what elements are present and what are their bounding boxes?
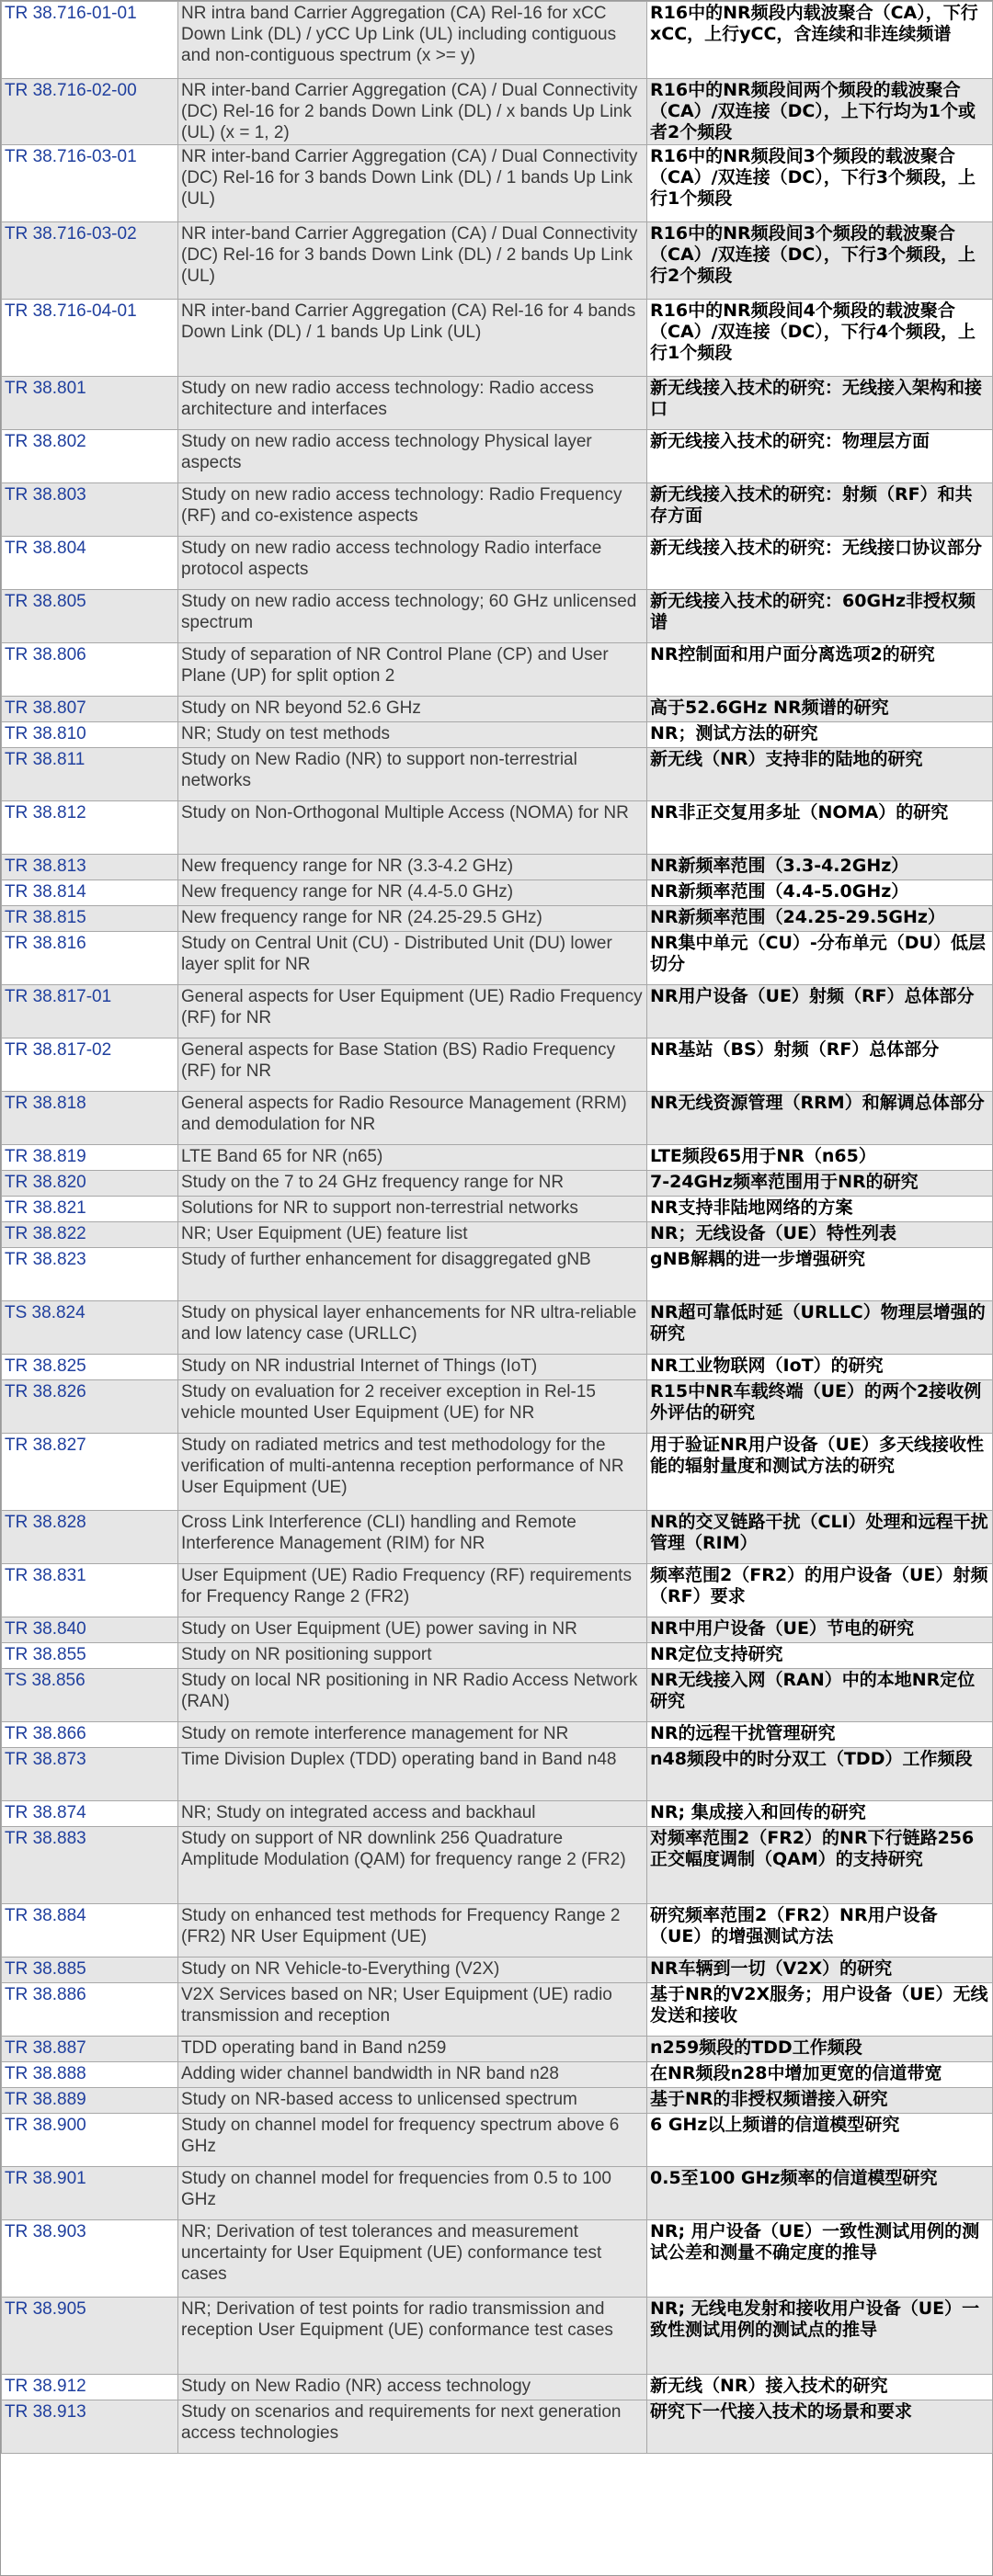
chinese-title-cell: NR车辆到一切（V2X）的研究	[647, 1958, 993, 1983]
spec-number-link[interactable]: TR 38.913	[5, 2402, 86, 2422]
chinese-title-cell: NR新频率范围（4.4-5.0GHz）	[647, 880, 993, 906]
spec-number-link[interactable]: TR 38.716-04-01	[5, 301, 137, 321]
chinese-title-cell: 基于NR的非授权频谱接入研究	[647, 2088, 993, 2114]
chinese-title-cell: NR基站（BS）射频（RF）总体部分	[647, 1038, 993, 1092]
chinese-title-cell: 新无线接入技术的研究：无线接口协议部分	[647, 537, 993, 590]
english-title-cell: Cross Link Interference (CLI) handling and Remote Interference Management (RIM) for NR	[178, 1511, 647, 1564]
spec-number-cell	[2, 1983, 178, 2037]
table-row	[2, 590, 993, 643]
spec-number-link[interactable]: TR 38.814	[5, 882, 86, 902]
table-row	[2, 222, 993, 300]
english-title-cell: Study of further enhancement for disaggregated gNB	[178, 1248, 647, 1301]
spec-number-cell	[2, 1171, 178, 1197]
table-row	[2, 2298, 993, 2375]
chinese-title-cell: NR非正交复用多址（NOMA）的研究	[647, 801, 993, 855]
chinese-title-cell: 高于52.6GHz NR频谱的研究	[647, 697, 993, 722]
spec-number-link[interactable]: TR 38.826	[5, 1382, 86, 1401]
spec-number-cell	[2, 1669, 178, 1722]
spec-number-link[interactable]: TR 38.716-03-02	[5, 224, 137, 244]
chinese-title-cell: R16中的NR频段内载波聚合（CA），下行xCC，上行yCC，含连续和非连续频谱	[647, 2, 993, 79]
spec-number-link[interactable]: TR 38.866	[5, 1724, 86, 1743]
spec-number-cell	[2, 2220, 178, 2298]
english-title-cell: V2X Services based on NR; User Equipment (UE) radio transmission and reception	[178, 1983, 647, 2037]
english-title-cell: Study on NR beyond 52.6 GHz	[178, 697, 647, 722]
spec-number-link[interactable]: TR 38.804	[5, 539, 86, 558]
spec-number-link[interactable]: TR 38.900	[5, 2116, 86, 2135]
table-row	[2, 1904, 993, 1958]
spec-number-cell	[2, 748, 178, 801]
chinese-title-cell: gNB解耦的进一步增强研究	[647, 1248, 993, 1301]
table-row	[2, 2037, 993, 2062]
english-title-cell: User Equipment (UE) Radio Frequency (RF) requirements for Frequency Range 2 (FR2)	[178, 1564, 647, 1617]
chinese-title-cell: NR中用户设备（UE）节电的研究	[647, 1617, 993, 1643]
spec-number-link[interactable]: TR 38.889	[5, 2090, 86, 2109]
spec-number-cell	[2, 430, 178, 483]
spec-number-cell	[2, 855, 178, 880]
spec-number-cell	[2, 79, 178, 145]
spec-number-cell	[2, 643, 178, 697]
table-row	[2, 300, 993, 377]
english-title-cell: Study on New Radio (NR) to support non-terrestrial networks	[178, 748, 647, 801]
table-row	[2, 880, 993, 906]
english-title-cell: NR; Study on test methods	[178, 722, 647, 748]
spec-number-cell	[2, 2114, 178, 2167]
chinese-title-cell: NR; 用户设备（UE）一致性测试用例的测试公差和测量不确定度的推导	[647, 2220, 993, 2298]
english-title-cell: New frequency range for NR (4.4-5.0 GHz)	[178, 880, 647, 906]
chinese-title-cell: NR的远程干扰管理研究	[647, 1722, 993, 1748]
spec-number-link[interactable]: TR 38.888	[5, 2064, 86, 2083]
english-title-cell: Study on support of NR downlink 256 Quadrature Amplitude Modulation (QAM) for frequency range 2 (FR2)	[178, 1827, 647, 1904]
chinese-title-cell: 新无线（NR）接入技术的研究	[647, 2375, 993, 2400]
english-title-cell: Study on New Radio (NR) access technology	[178, 2375, 647, 2400]
spec-number-cell	[2, 1801, 178, 1827]
spec-number-link[interactable]: TR 38.855	[5, 1645, 86, 1664]
table-row	[2, 1434, 993, 1511]
spec-number-link[interactable]: TS 38.824	[5, 1303, 86, 1322]
spec-number-cell	[2, 1380, 178, 1434]
spec-number-cell	[2, 906, 178, 932]
table-row	[2, 1801, 993, 1827]
table-row	[2, 1380, 993, 1434]
english-title-cell: NR; Derivation of test tolerances and measurement uncertainty for User Equipment (UE) conformance test cases	[178, 2220, 647, 2298]
table-row	[2, 1355, 993, 1380]
english-title-cell: Study on local NR positioning in NR Radio Access Network (RAN)	[178, 1669, 647, 1722]
spec-number-link[interactable]: TR 38.831	[5, 1566, 86, 1585]
spec-number-link[interactable]: TR 38.886	[5, 1985, 86, 2004]
chinese-title-cell: NR控制面和用户面分离选项2的研究	[647, 643, 993, 697]
chinese-title-cell: NR新频率范围（24.25-29.5GHz）	[647, 906, 993, 932]
chinese-title-cell: 新无线接入技术的研究：60GHz非授权频谱	[647, 590, 993, 643]
spec-number-link[interactable]: TR 38.716-01-01	[5, 4, 137, 23]
spec-number-link[interactable]: TR 38.818	[5, 1094, 86, 1113]
spec-number-cell	[2, 1301, 178, 1355]
table-row	[2, 145, 993, 222]
spec-number-cell	[2, 300, 178, 377]
spec-number-link[interactable]: TR 38.873	[5, 1750, 86, 1769]
table-row	[2, 1145, 993, 1171]
table-row	[2, 1617, 993, 1643]
table-row	[2, 2375, 993, 2400]
english-title-cell: Study on User Equipment (UE) power saving in NR	[178, 1617, 647, 1643]
spec-number-link[interactable]: TR 38.822	[5, 1224, 86, 1243]
english-title-cell: Study of separation of NR Control Plane (CP) and User Plane (UP) for split option 2	[178, 643, 647, 697]
chinese-title-cell: 对频率范围2（FR2）的NR下行链路256正交幅度调制（QAM）的支持研究	[647, 1827, 993, 1904]
english-title-cell: Study on enhanced test methods for Frequency Range 2 (FR2) NR User Equipment (UE)	[178, 1904, 647, 1958]
spec-number-link[interactable]: TR 38.901	[5, 2169, 86, 2188]
chinese-title-cell: 新无线接入技术的研究：射频（RF）和共存方面	[647, 483, 993, 537]
table-row	[2, 2, 993, 79]
spec-number-link[interactable]: TR 38.716-02-00	[5, 81, 137, 100]
table-row	[2, 537, 993, 590]
spec-number-link[interactable]: TR 38.811	[5, 750, 86, 769]
chinese-title-cell: R16中的NR频段间3个频段的载波聚合（CA）/双连接（DC），下行3个频段，上行2个频段	[647, 222, 993, 300]
english-title-cell: Study on new radio access technology: Radio access architecture and interfaces	[178, 377, 647, 430]
spec-number-cell	[2, 377, 178, 430]
table-row	[2, 1722, 993, 1748]
english-title-cell: TDD operating band in Band n259	[178, 2037, 647, 2062]
chinese-title-cell: R16中的NR频段间3个频段的载波聚合（CA）/双连接（DC），下行3个频段，上行1个频段	[647, 145, 993, 222]
chinese-title-cell: NR工业物联网（IoT）的研究	[647, 1355, 993, 1380]
chinese-title-cell: 在NR频段n28中增加更宽的信道带宽	[647, 2062, 993, 2088]
table-row	[2, 2114, 993, 2167]
spec-number-cell	[2, 222, 178, 300]
chinese-title-cell: 0.5至100 GHz频率的信道模型研究	[647, 2167, 993, 2220]
spec-number-link[interactable]: TR 38.807	[5, 698, 86, 718]
chinese-title-cell: 新无线（NR）支持非的陆地的研究	[647, 748, 993, 801]
english-title-cell: Study on radiated metrics and test methodology for the verification of multi-antenna reception performance of NR User Equipment (UE)	[178, 1434, 647, 1511]
spec-number-cell	[2, 590, 178, 643]
spec-number-cell	[2, 2088, 178, 2114]
english-title-cell: Study on the 7 to 24 GHz frequency range for NR	[178, 1171, 647, 1197]
table-row	[2, 2220, 993, 2298]
table-row	[2, 1748, 993, 1801]
english-title-cell: NR; Derivation of test points for radio transmission and reception User Equipment (UE) conformance test cases	[178, 2298, 647, 2375]
english-title-cell: General aspects for Radio Resource Management (RRM) and demodulation for NR	[178, 1092, 647, 1145]
table-row	[2, 430, 993, 483]
english-title-cell: NR inter-band Carrier Aggregation (CA) / Dual Connectivity (DC) Rel-16 for 3 bands Down Link (DL) / 1 bands Up Link (UL)	[178, 145, 647, 222]
spec-number-cell	[2, 722, 178, 748]
english-title-cell: Study on new radio access technology Physical layer aspects	[178, 430, 647, 483]
table-row	[2, 1643, 993, 1669]
english-title-cell: Study on NR positioning support	[178, 1643, 647, 1669]
spec-number-cell	[2, 1904, 178, 1958]
spec-number-link[interactable]: TR 38.812	[5, 803, 86, 823]
spec-number-cell	[2, 1038, 178, 1092]
spec-number-cell	[2, 985, 178, 1038]
chinese-title-cell: NR无线接入网（RAN）中的本地NR定位研究	[647, 1669, 993, 1722]
english-title-cell: Study on NR industrial Internet of Things (IoT)	[178, 1355, 647, 1380]
table-row	[2, 985, 993, 1038]
spec-number-cell	[2, 1434, 178, 1511]
table-row	[2, 1171, 993, 1197]
english-title-cell: Study on new radio access technology Radio interface protocol aspects	[178, 537, 647, 590]
spec-number-cell	[2, 697, 178, 722]
chinese-title-cell: 新无线接入技术的研究：无线接入架构和接口	[647, 377, 993, 430]
chinese-title-cell: NR超可靠低时延（URLLC）物理层增强的研究	[647, 1301, 993, 1355]
spec-number-link[interactable]: TR 38.819	[5, 1147, 86, 1166]
chinese-title-cell: 新无线接入技术的研究：物理层方面	[647, 430, 993, 483]
chinese-title-cell: n48频段中的时分双工（TDD）工作频段	[647, 1748, 993, 1801]
english-title-cell: General aspects for User Equipment (UE) Radio Frequency (RF) for NR	[178, 985, 647, 1038]
spec-number-link[interactable]: TR 38.874	[5, 1803, 86, 1822]
table-row	[2, 932, 993, 985]
spec-number-link[interactable]: TR 38.825	[5, 1356, 86, 1376]
spec-number-cell	[2, 2298, 178, 2375]
english-title-cell: Study on scenarios and requirements for next generation access technologies	[178, 2400, 647, 2454]
table-row	[2, 2400, 993, 2454]
chinese-title-cell: 用于验证NR用户设备（UE）多天线接收性能的辐射量度和测试方法的研究	[647, 1434, 993, 1511]
spec-number-link[interactable]: TR 38.840	[5, 1619, 86, 1639]
spec-number-link[interactable]: TR 38.813	[5, 857, 86, 876]
english-title-cell: Study on evaluation for 2 receiver exception in Rel-15 vehicle mounted User Equipment (UE) for NR	[178, 1380, 647, 1434]
table-row	[2, 1092, 993, 1145]
table-row	[2, 1564, 993, 1617]
english-title-cell: NR inter-band Carrier Aggregation (CA) / Dual Connectivity (DC) Rel-16 for 2 bands Down Link (DL) / x bands Up Link (UL) (x = 1, 2)	[178, 79, 647, 145]
chinese-title-cell: 研究下一代接入技术的场景和要求	[647, 2400, 993, 2454]
spec-number-cell	[2, 483, 178, 537]
english-title-cell: Time Division Duplex (TDD) operating band in Band n48	[178, 1748, 647, 1801]
chinese-title-cell: NR的交叉链路干扰（CLI）处理和远程干扰管理（RIM）	[647, 1511, 993, 1564]
table-row	[2, 483, 993, 537]
table-row	[2, 1248, 993, 1301]
chinese-title-cell: NR用户设备（UE）射频（RF）总体部分	[647, 985, 993, 1038]
spec-number-link[interactable]: TR 38.810	[5, 724, 86, 743]
table-row	[2, 748, 993, 801]
spec-number-cell	[2, 1511, 178, 1564]
spec-number-cell	[2, 1145, 178, 1171]
spec-number-cell	[2, 932, 178, 985]
spec-number-link[interactable]: TR 38.905	[5, 2299, 86, 2319]
chinese-title-cell: NR；测试方法的研究	[647, 722, 993, 748]
table-row	[2, 1222, 993, 1248]
spec-number-cell	[2, 1722, 178, 1748]
table-row	[2, 1669, 993, 1722]
english-title-cell: New frequency range for NR (24.25-29.5 GHz)	[178, 906, 647, 932]
english-title-cell: Study on remote interference management for NR	[178, 1722, 647, 1748]
table-row	[2, 1038, 993, 1092]
spec-number-cell	[2, 1092, 178, 1145]
spec-number-cell	[2, 1617, 178, 1643]
chinese-title-cell: NR；无线设备（UE）特性列表	[647, 1222, 993, 1248]
chinese-title-cell: 6 GHz以上频谱的信道模型研究	[647, 2114, 993, 2167]
spec-number-cell	[2, 1222, 178, 1248]
chinese-title-cell: 研究频率范围2（FR2）NR用户设备（UE）的增强测试方法	[647, 1904, 993, 1958]
english-title-cell: Study on physical layer enhancements for NR ultra-reliable and low latency case (URLLC)	[178, 1301, 647, 1355]
chinese-title-cell: NR集中单元（CU）-分布单元（DU）低层切分	[647, 932, 993, 985]
spec-number-cell	[2, 537, 178, 590]
spec-number-link[interactable]: TR 38.802	[5, 432, 86, 451]
english-title-cell: Study on Non-Orthogonal Multiple Access (NOMA) for NR	[178, 801, 647, 855]
chinese-title-cell: NR定位支持研究	[647, 1643, 993, 1669]
spec-number-link[interactable]: TR 38.805	[5, 592, 86, 611]
table-row	[2, 855, 993, 880]
spec-number-link[interactable]: TR 38.885	[5, 1959, 86, 1979]
spec-number-link[interactable]: TR 38.817-01	[5, 987, 112, 1006]
spec-number-cell	[2, 1958, 178, 1983]
spec-number-link[interactable]: TR 38.887	[5, 2038, 86, 2058]
spec-number-cell	[2, 1248, 178, 1301]
table-row	[2, 1197, 993, 1222]
chinese-title-cell: R15中NR车载终端（UE）的两个2接收例外评估的研究	[647, 1380, 993, 1434]
spec-number-link[interactable]: TR 38.820	[5, 1173, 86, 1192]
chinese-title-cell: 基于NR的V2X服务；用户设备（UE）无线发送和接收	[647, 1983, 993, 2037]
spec-number-link[interactable]: TR 38.816	[5, 934, 86, 953]
spec-number-cell	[2, 1827, 178, 1904]
table-row	[2, 377, 993, 430]
table-row	[2, 1827, 993, 1904]
spec-number-link[interactable]: TR 38.817-02	[5, 1040, 112, 1060]
table-row	[2, 79, 993, 145]
chinese-title-cell: R16中的NR频段间4个频段的载波聚合（CA）/双连接（DC），下行4个频段，上行1个频段	[647, 300, 993, 377]
chinese-title-cell: 7-24GHz频率范围用于NR的研究	[647, 1171, 993, 1197]
chinese-title-cell: 频率范围2（FR2）的用户设备（UE）射频（RF）要求	[647, 1564, 993, 1617]
spec-number-link[interactable]: TR 38.716-03-01	[5, 147, 137, 166]
spec-number-cell	[2, 880, 178, 906]
spec-number-cell	[2, 145, 178, 222]
chinese-title-cell: R16中的NR频段间两个频段的载波聚合（CA）/双连接（DC），上下行均为1个或者2个频段	[647, 79, 993, 145]
english-title-cell: General aspects for Base Station (BS) Radio Frequency (RF) for NR	[178, 1038, 647, 1092]
table-row	[2, 1958, 993, 1983]
table-row	[2, 2167, 993, 2220]
spec-table-body	[2, 2, 993, 2454]
spec-number-cell	[2, 2167, 178, 2220]
english-title-cell: Study on channel model for frequency spectrum above 6 GHz	[178, 2114, 647, 2167]
chinese-title-cell: NR新频率范围（3.3-4.2GHz）	[647, 855, 993, 880]
spec-number-link[interactable]: TR 38.884	[5, 1906, 86, 1925]
spec-number-cell	[2, 801, 178, 855]
english-title-cell: NR inter-band Carrier Aggregation (CA) / Dual Connectivity (DC) Rel-16 for 3 bands Down Link (DL) / 2 bands Up Link (UL)	[178, 222, 647, 300]
chinese-title-cell: NR无线资源管理（RRM）和解调总体部分	[647, 1092, 993, 1145]
english-title-cell: Solutions for NR to support non-terrestrial networks	[178, 1197, 647, 1222]
chinese-title-cell: NR; 集成接入和回传的研究	[647, 1801, 993, 1827]
english-title-cell: Study on new radio access technology: Radio Frequency (RF) and co-existence aspects	[178, 483, 647, 537]
spec-number-cell	[2, 1197, 178, 1222]
english-title-cell: NR; Study on integrated access and backhaul	[178, 1801, 647, 1827]
table-row	[2, 643, 993, 697]
spec-number-link[interactable]: TR 38.912	[5, 2377, 86, 2396]
chinese-title-cell: NR; 无线电发射和接收用户设备（UE）一致性测试用例的测试点的推导	[647, 2298, 993, 2375]
spec-number-cell	[2, 2037, 178, 2062]
english-title-cell: Study on channel model for frequencies from 0.5 to 100 GHz	[178, 2167, 647, 2220]
table-row	[2, 697, 993, 722]
table-row	[2, 1511, 993, 1564]
spec-number-link[interactable]: TR 38.806	[5, 645, 86, 664]
spec-number-cell	[2, 2375, 178, 2400]
english-title-cell: NR; User Equipment (UE) feature list	[178, 1222, 647, 1248]
english-title-cell: LTE Band 65 for NR (n65)	[178, 1145, 647, 1171]
english-title-cell: Study on NR Vehicle-to-Everything (V2X)	[178, 1958, 647, 1983]
spec-number-link[interactable]: TR 38.903	[5, 2222, 86, 2241]
table-row	[2, 906, 993, 932]
spec-number-link[interactable]: TS 38.856	[5, 1671, 86, 1690]
english-title-cell: New frequency range for NR (3.3-4.2 GHz)	[178, 855, 647, 880]
table-row	[2, 722, 993, 748]
spec-number-cell	[2, 2062, 178, 2088]
table-row	[2, 2062, 993, 2088]
english-title-cell: NR intra band Carrier Aggregation (CA) Rel-16 for xCC Down Link (DL) / yCC Up Link (UL) including contiguous and non-contiguous spectrum (x >= y)	[178, 2, 647, 79]
spec-number-link[interactable]: TR 38.823	[5, 1250, 86, 1269]
spec-number-cell	[2, 1564, 178, 1617]
english-title-cell: Adding wider channel bandwidth in NR band n28	[178, 2062, 647, 2088]
spec-number-link[interactable]: TR 38.821	[5, 1198, 86, 1218]
spec-number-link[interactable]: TR 38.801	[5, 379, 86, 398]
spec-number-cell	[2, 1355, 178, 1380]
spec-number-cell	[2, 2400, 178, 2454]
chinese-title-cell: n259频段的TDD工作频段	[647, 2037, 993, 2062]
table-row	[2, 2088, 993, 2114]
spec-number-cell	[2, 2, 178, 79]
table-row	[2, 1983, 993, 2037]
spec-number-link[interactable]: TR 38.827	[5, 1436, 86, 1455]
table-row	[2, 801, 993, 855]
english-title-cell: Study on Central Unit (CU) - Distributed Unit (DU) lower layer split for NR	[178, 932, 647, 985]
table-row	[2, 1301, 993, 1355]
english-title-cell: NR inter-band Carrier Aggregation (CA) Rel-16 for 4 bands Down Link (DL) / 1 bands Up Link (UL)	[178, 300, 647, 377]
spec-number-link[interactable]: TR 38.815	[5, 908, 86, 927]
spec-table	[1, 1, 993, 2454]
spec-number-link[interactable]: TR 38.828	[5, 1513, 86, 1532]
chinese-title-cell: NR支持非陆地网络的方案	[647, 1197, 993, 1222]
spec-number-link[interactable]: TR 38.883	[5, 1829, 86, 1848]
spec-number-cell	[2, 1643, 178, 1669]
chinese-title-cell: LTE频段65用于NR（n65）	[647, 1145, 993, 1171]
spec-number-cell	[2, 1748, 178, 1801]
english-title-cell: Study on new radio access technology; 60 GHz unlicensed spectrum	[178, 590, 647, 643]
english-title-cell: Study on NR-based access to unlicensed spectrum	[178, 2088, 647, 2114]
spec-number-link[interactable]: TR 38.803	[5, 485, 86, 505]
